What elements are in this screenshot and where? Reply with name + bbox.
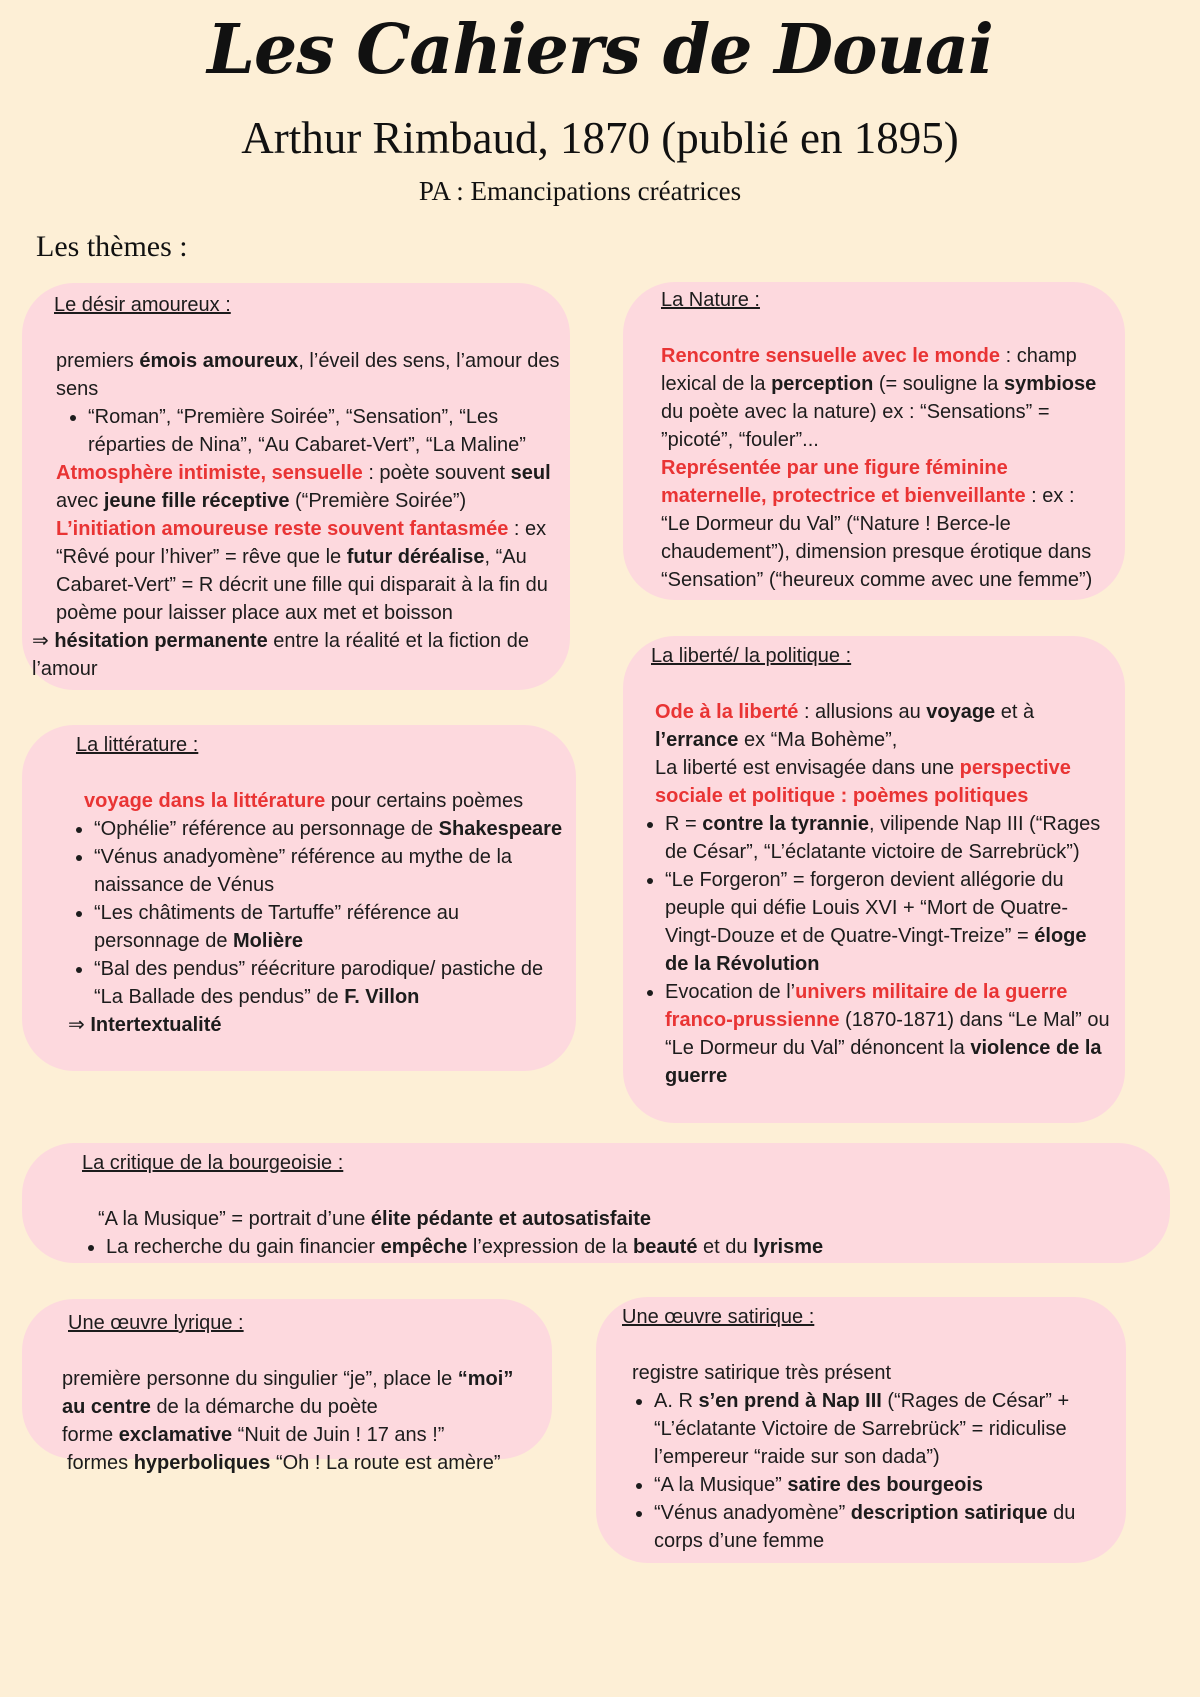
paragraph: Rencontre sensuelle avec le monde : champ lexical de la perception (= souligne la symbiose du poète avec la nature) ex : “Sensations” = ”picoté”, “fouler”... xyxy=(661,345,1097,451)
bullet-list xyxy=(631,810,1111,1090)
paragraph: premiers émois amoureux, l’éveil des sens, l’amour des sens xyxy=(56,350,560,400)
list-item: • Evocation de l’univers militaire de la guerre franco-prussienne (1870-1871) dans “Le Mal” ou “Le Dormeur du Val” dénoncent la violence de la guerre xyxy=(665,978,1111,1090)
list-item: • A. R s’en prend à Nap III (“Rages de César” + “L’éclatante Victoire de Sarrebrück” = ridiculise l’empereur “raide sur son dada”) xyxy=(654,1387,1112,1471)
box-critique-bourgeoisie xyxy=(22,1143,1170,1263)
paragraph: registre satirique très présent xyxy=(632,1362,892,1384)
paragraph: Représentée par une figure féminine maternelle, protectrice et bienveillante : ex : “Le Dormeur du Val” (“Nature ! Berce-le chaudement”), dimension presque érotique dans “Sensation” (“heureux comme avec une femme”) xyxy=(661,457,1093,591)
bullet-list xyxy=(610,1387,1112,1555)
paragraph: voyage dans la littérature pour certains poèmes xyxy=(84,790,524,812)
list-item: • “Bal des pendus” réécriture parodique/ pastiche de “La Ballade des pendus” de F. Villon xyxy=(94,955,566,1011)
list-item: • “Roman”, “Première Soirée”, “Sensation”, “Les réparties de Nina”, “Au Cabaret-Vert”, “La Maline” xyxy=(88,403,560,459)
list-item: • La recherche du gain financier empêche l’expression de la beauté et du lyrisme xyxy=(106,1233,1150,1261)
list-item: • “A la Musique” satire des bourgeois xyxy=(654,1471,1112,1499)
box-heading: La Nature : xyxy=(661,289,760,311)
page-subtitle: Arthur Rimbaud, 1870 (publié en 1895) xyxy=(241,113,959,163)
paragraph: forme exclamative “Nuit de Juin ! 17 ans !” xyxy=(62,1424,445,1446)
box-oeuvre-satirique xyxy=(596,1297,1126,1563)
paragraph: première personne du singulier “je”, place le “moi” au centre de la démarche du poète xyxy=(62,1368,514,1418)
themes-heading: Les thèmes : xyxy=(36,230,188,263)
list-item: • “Vénus anadyomène” référence au mythe de la naissance de Vénus xyxy=(94,843,566,899)
page-title: Les Cahiers de Douai xyxy=(207,10,993,90)
box-heading: La littérature : xyxy=(76,734,199,756)
paragraph: La liberté est envisagée dans une perspective sociale et politique : poèmes politiques xyxy=(655,757,1071,807)
list-item: • “Vénus anadyomène” description satirique du corps d’une femme xyxy=(654,1499,1112,1555)
box-heading: La liberté/ la politique : xyxy=(651,645,852,667)
parcours-label: PA : Emancipations créatrices xyxy=(418,176,742,206)
box-desir-amoureux xyxy=(22,283,570,690)
paragraph: formes hyperboliques “Oh ! La route est amère” xyxy=(67,1452,501,1474)
paragraph: Ode à la liberté : allusions au voyage et à l’errance ex “Ma Bohème”, xyxy=(655,701,1035,751)
box-heading: Le désir amoureux : xyxy=(54,294,231,316)
bullet-list xyxy=(44,815,566,1011)
list-item: • “Les châtiments de Tartuffe” référence au personnage de Molière xyxy=(94,899,566,955)
list-item: • R = contre la tyrannie, vilipende Nap III (“Rages de César”, “L’éclatante victoire de Sarrebrück”) xyxy=(665,810,1111,866)
list-item: • “Ophélie” référence au personnage de Shakespeare xyxy=(94,815,566,843)
paragraph: “A la Musique” = portrait d’une élite pédante et autosatisfaite xyxy=(98,1208,651,1230)
box-liberte-politique xyxy=(623,636,1125,1123)
bullet-list xyxy=(32,403,560,459)
box-oeuvre-lyrique xyxy=(22,1299,552,1474)
box-heading: Une œuvre satirique : xyxy=(622,1306,815,1328)
box-heading: La critique de la bourgeoisie : xyxy=(82,1152,344,1174)
paragraph: Atmosphère intimiste, sensuelle : poète souvent seul avec jeune fille réceptive (“Première Soirée”) xyxy=(56,462,551,512)
paragraph: L’initiation amoureuse reste souvent fantasmée : ex “Rêvé pour l’hiver” = rêve que le futur déréalise, “Au Cabaret-Vert” = R décrit une fille qui disparait à la fin du poème pour laisser place aux met et boisson xyxy=(56,518,548,624)
list-item: • “Le Forgeron” = forgeron devient allégorie du peuple qui défie Louis XVI + “Mort de Quatre-Vingt-Douze et de Quatre-Vingt-Treize” = éloge de la Révolution xyxy=(665,866,1111,978)
paragraph: ⇒ hésitation permanente entre la réalité et la fiction de l’amour xyxy=(32,630,529,680)
box-heading: Une œuvre lyrique : xyxy=(68,1312,244,1334)
box-nature xyxy=(623,282,1125,600)
box-litterature xyxy=(22,725,576,1071)
bullet-list xyxy=(62,1233,1150,1261)
paragraph: ⇒ Intertextualité xyxy=(68,1014,222,1036)
